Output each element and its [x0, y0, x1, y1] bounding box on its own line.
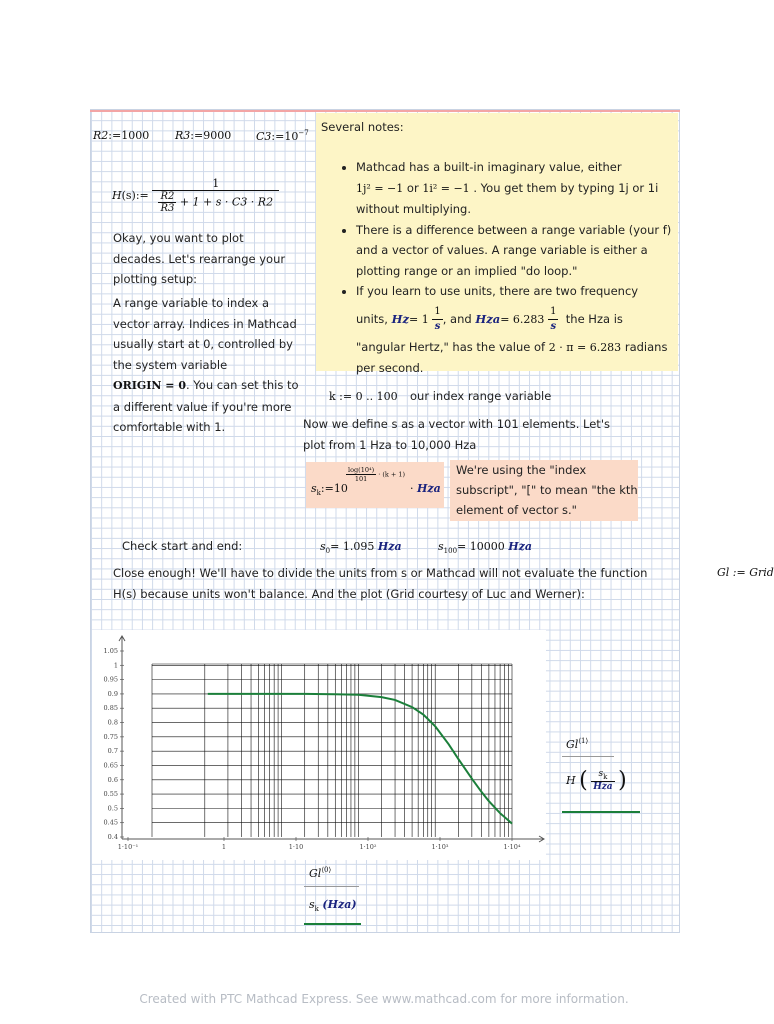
k-range-comment[interactable]: our index range variable: [410, 389, 552, 403]
series-line: [208, 694, 512, 824]
index-subscript-note[interactable]: We're using the "index subscript", "[" to mean "the kth element of vector s.": [450, 460, 638, 521]
c3-exponent: −7: [298, 129, 309, 137]
hza-denominator: s: [550, 320, 557, 332]
two-pi-expr: 2 · π = 6.283: [548, 340, 622, 354]
y-tick-label: 0.7: [107, 747, 118, 756]
note-imaginary-rest: . You get them by typing 1j or 1i without multiplying.: [356, 180, 659, 216]
x-tick-label: 1: [221, 843, 227, 851]
check-label[interactable]: Check start and end:: [122, 539, 243, 553]
y-tick-label: 0.55: [103, 790, 118, 799]
note-imaginary-text: Mathcad has a built-in imaginary value, either: [356, 160, 622, 174]
note-units-line4: per second.: [356, 361, 424, 375]
s-vector-note[interactable]: Now we define s as a vector with 101 elements. Let's plot from 1 Hza to 10,000 Hza: [303, 417, 610, 452]
range-note-text-b: . You can set this to a different value if you're more comfortable with 1.: [113, 378, 299, 434]
y-axis-label-bottom[interactable]: H ( $\frac{s_k}{\text{Hza}}$ ): [566, 768, 627, 793]
y-tick-label: 0.65: [103, 761, 118, 770]
assign-op: :=: [320, 482, 334, 495]
x-label-k: k: [314, 905, 319, 913]
x-series-legend-line: [304, 923, 361, 925]
c3-definition[interactable]: [256, 129, 309, 143]
r3-name: R3: [175, 129, 191, 142]
y-label-s: s: [598, 769, 604, 779]
s-base: 10: [333, 482, 348, 495]
r2-value: 1000: [121, 129, 150, 142]
range-note-text-a: A range variable to index a vector array. Indices in Mathcad usually start at 0, controlled by the system variable: [113, 296, 297, 372]
y-label-k: k: [603, 773, 608, 781]
x-tick-label: 1·10⁴: [503, 843, 521, 851]
note-units-tail: the Hza is: [565, 311, 623, 326]
h-fraction: [152, 177, 279, 214]
h-arg: (s): [121, 189, 136, 202]
y-tick-label: 0.85: [103, 704, 118, 713]
r3-value: 9000: [203, 129, 232, 142]
or-word: or: [406, 180, 419, 195]
y-label-gl-sup: ⟨1⟩: [578, 737, 589, 745]
s100-sub: 100: [443, 547, 458, 555]
x-axis-label-top[interactable]: [309, 866, 331, 880]
s-exp-tail: · (k + 1): [378, 470, 406, 479]
y-axis-label-top[interactable]: [566, 737, 588, 751]
assign-op: :=: [135, 189, 149, 202]
assign-op: :=: [108, 129, 122, 142]
note-units: • If you learn to use units, there are two frequency units, Hz= 1 $\frac{1}{s}$ , and Hza= 6.283 $\frac{1}{s}$ the Hza is "angular Hertz," has the value of 2 · π = 6.283 radians per second.: [356, 281, 676, 379]
imag-eq-i: 1i² = −1: [422, 181, 470, 195]
c3-name: C3: [256, 130, 272, 143]
notes-box[interactable]: [316, 113, 678, 375]
s-exp-den: 101: [354, 475, 368, 483]
y-tick-label: 0.95: [103, 675, 118, 684]
x-tick-label: 1·10²: [359, 843, 377, 851]
y-tick-label: 0.45: [103, 818, 118, 827]
x-axis-label-divider: [304, 886, 359, 887]
s0-unit: Hza: [377, 540, 402, 553]
assign-op: :=: [271, 130, 285, 143]
range-variable-note[interactable]: [113, 293, 303, 438]
hz-denominator: s: [434, 320, 441, 332]
and-word: , and: [442, 311, 472, 326]
s0-value: = 1.095: [330, 540, 375, 553]
h-numerator: 1: [152, 177, 279, 191]
hz-unit: Hz: [391, 311, 409, 326]
r2-definition[interactable]: [93, 129, 149, 142]
x-tick-label: 1·10³: [431, 843, 449, 851]
s100-value: = 10000: [457, 540, 505, 553]
s100-unit: Hza: [508, 540, 533, 553]
notes-list: [316, 157, 676, 379]
s-exp-num: log(10⁴): [348, 466, 375, 474]
s-unit: Hza: [417, 482, 441, 495]
radians-word: radians: [624, 339, 668, 354]
x-label-unit: (Hza): [322, 898, 357, 911]
units-word: units,: [356, 311, 388, 326]
note-imaginary: [356, 157, 676, 220]
h-ratio-den: R3: [160, 203, 175, 214]
r3-definition[interactable]: [175, 129, 231, 142]
s-lhs-sub: k: [316, 489, 321, 497]
x-label-gl-sup: ⟨0⟩: [321, 866, 332, 874]
hza-value: = 6.283: [500, 312, 545, 326]
s100-result[interactable]: $s_{100}= 10000$ Hza: [438, 540, 533, 555]
s-definition-box[interactable]: $s_k:=10$ $\frac{\text{log(10⁴)}}{101}$ · (k + 1) · Hza: [306, 462, 444, 508]
y-tick-label: 0.6: [107, 775, 118, 784]
x-tick-label: 1·10⁻¹: [117, 843, 139, 851]
footer-credit[interactable]: Created with PTC Mathcad Express. See www.mathcad.com for more information.: [139, 992, 629, 1006]
y-label-h: H: [566, 774, 576, 787]
c3-base: 10: [284, 130, 299, 143]
gl-definition[interactable]: Gl := Grid: [717, 566, 774, 579]
rearrange-note[interactable]: Okay, you want to plot decades. Let's rearrange your plotting setup:: [113, 231, 286, 286]
y-tick-label: 1.05: [103, 647, 118, 655]
x-axis-label-bottom[interactable]: [309, 898, 357, 913]
k-range-definition[interactable]: k := 0 .. 100: [329, 390, 398, 403]
h-definition[interactable]: [112, 177, 279, 214]
imag-eq-j: 1j² = −1: [356, 181, 404, 195]
x-tick-label: 1·10: [288, 843, 304, 851]
y-series-legend-line: [562, 811, 640, 813]
s0-sub: 0: [325, 547, 331, 555]
y-tick-label: 0.8: [107, 718, 118, 727]
line-plot[interactable]: [92, 628, 552, 863]
close-enough-note[interactable]: Close enough! We'll have to divide the units from s or Mathcad will not evaluate the function H(s) because units won't balance. And the plot (Grid courtesy of Luc and Werner):: [113, 566, 648, 601]
s0-result[interactable]: $s_0= 1.095$ Hza: [320, 540, 402, 555]
origin-expr: ORIGIN = 0: [113, 379, 186, 392]
y-tick-label: 0.9: [107, 689, 118, 698]
y-tick-label: 0.4: [107, 833, 118, 841]
note-range: • There is a difference between a range variable (your f) and a vector of values. A range variable is either a plotting range or an implied "do loop.": [356, 220, 676, 282]
page-top-margin-line: [90, 110, 680, 112]
h-name: H: [112, 189, 122, 202]
hz-value: = 1: [409, 312, 429, 326]
y-label-unit: Hza: [593, 782, 613, 792]
x-label-gl: Gl: [309, 867, 322, 880]
s-lhs: s: [311, 482, 317, 495]
notes-title: Several notes:: [321, 120, 404, 134]
h-denominator: [152, 191, 279, 214]
note-units-line1: If you learn to use units, there are two frequency: [356, 284, 639, 298]
h-tail: + 1 + s · C3 · R2: [179, 195, 274, 209]
r2-name: R2: [93, 129, 109, 142]
h-ratio-num: R2: [160, 191, 175, 202]
assign-op: :=: [190, 129, 204, 142]
y-tick-label: 0.5: [107, 804, 118, 813]
x-label-s: s: [309, 898, 315, 911]
y-axis-label-divider: [562, 756, 614, 757]
y-tick-label: 0.75: [103, 732, 118, 741]
note-units-line3a: "angular Hertz," has the value of: [356, 339, 546, 354]
y-label-gl: Gl: [566, 738, 579, 751]
s-exponent: [346, 466, 405, 483]
y-tick-label: 1: [113, 661, 118, 670]
hza-unit: Hza: [475, 311, 501, 326]
